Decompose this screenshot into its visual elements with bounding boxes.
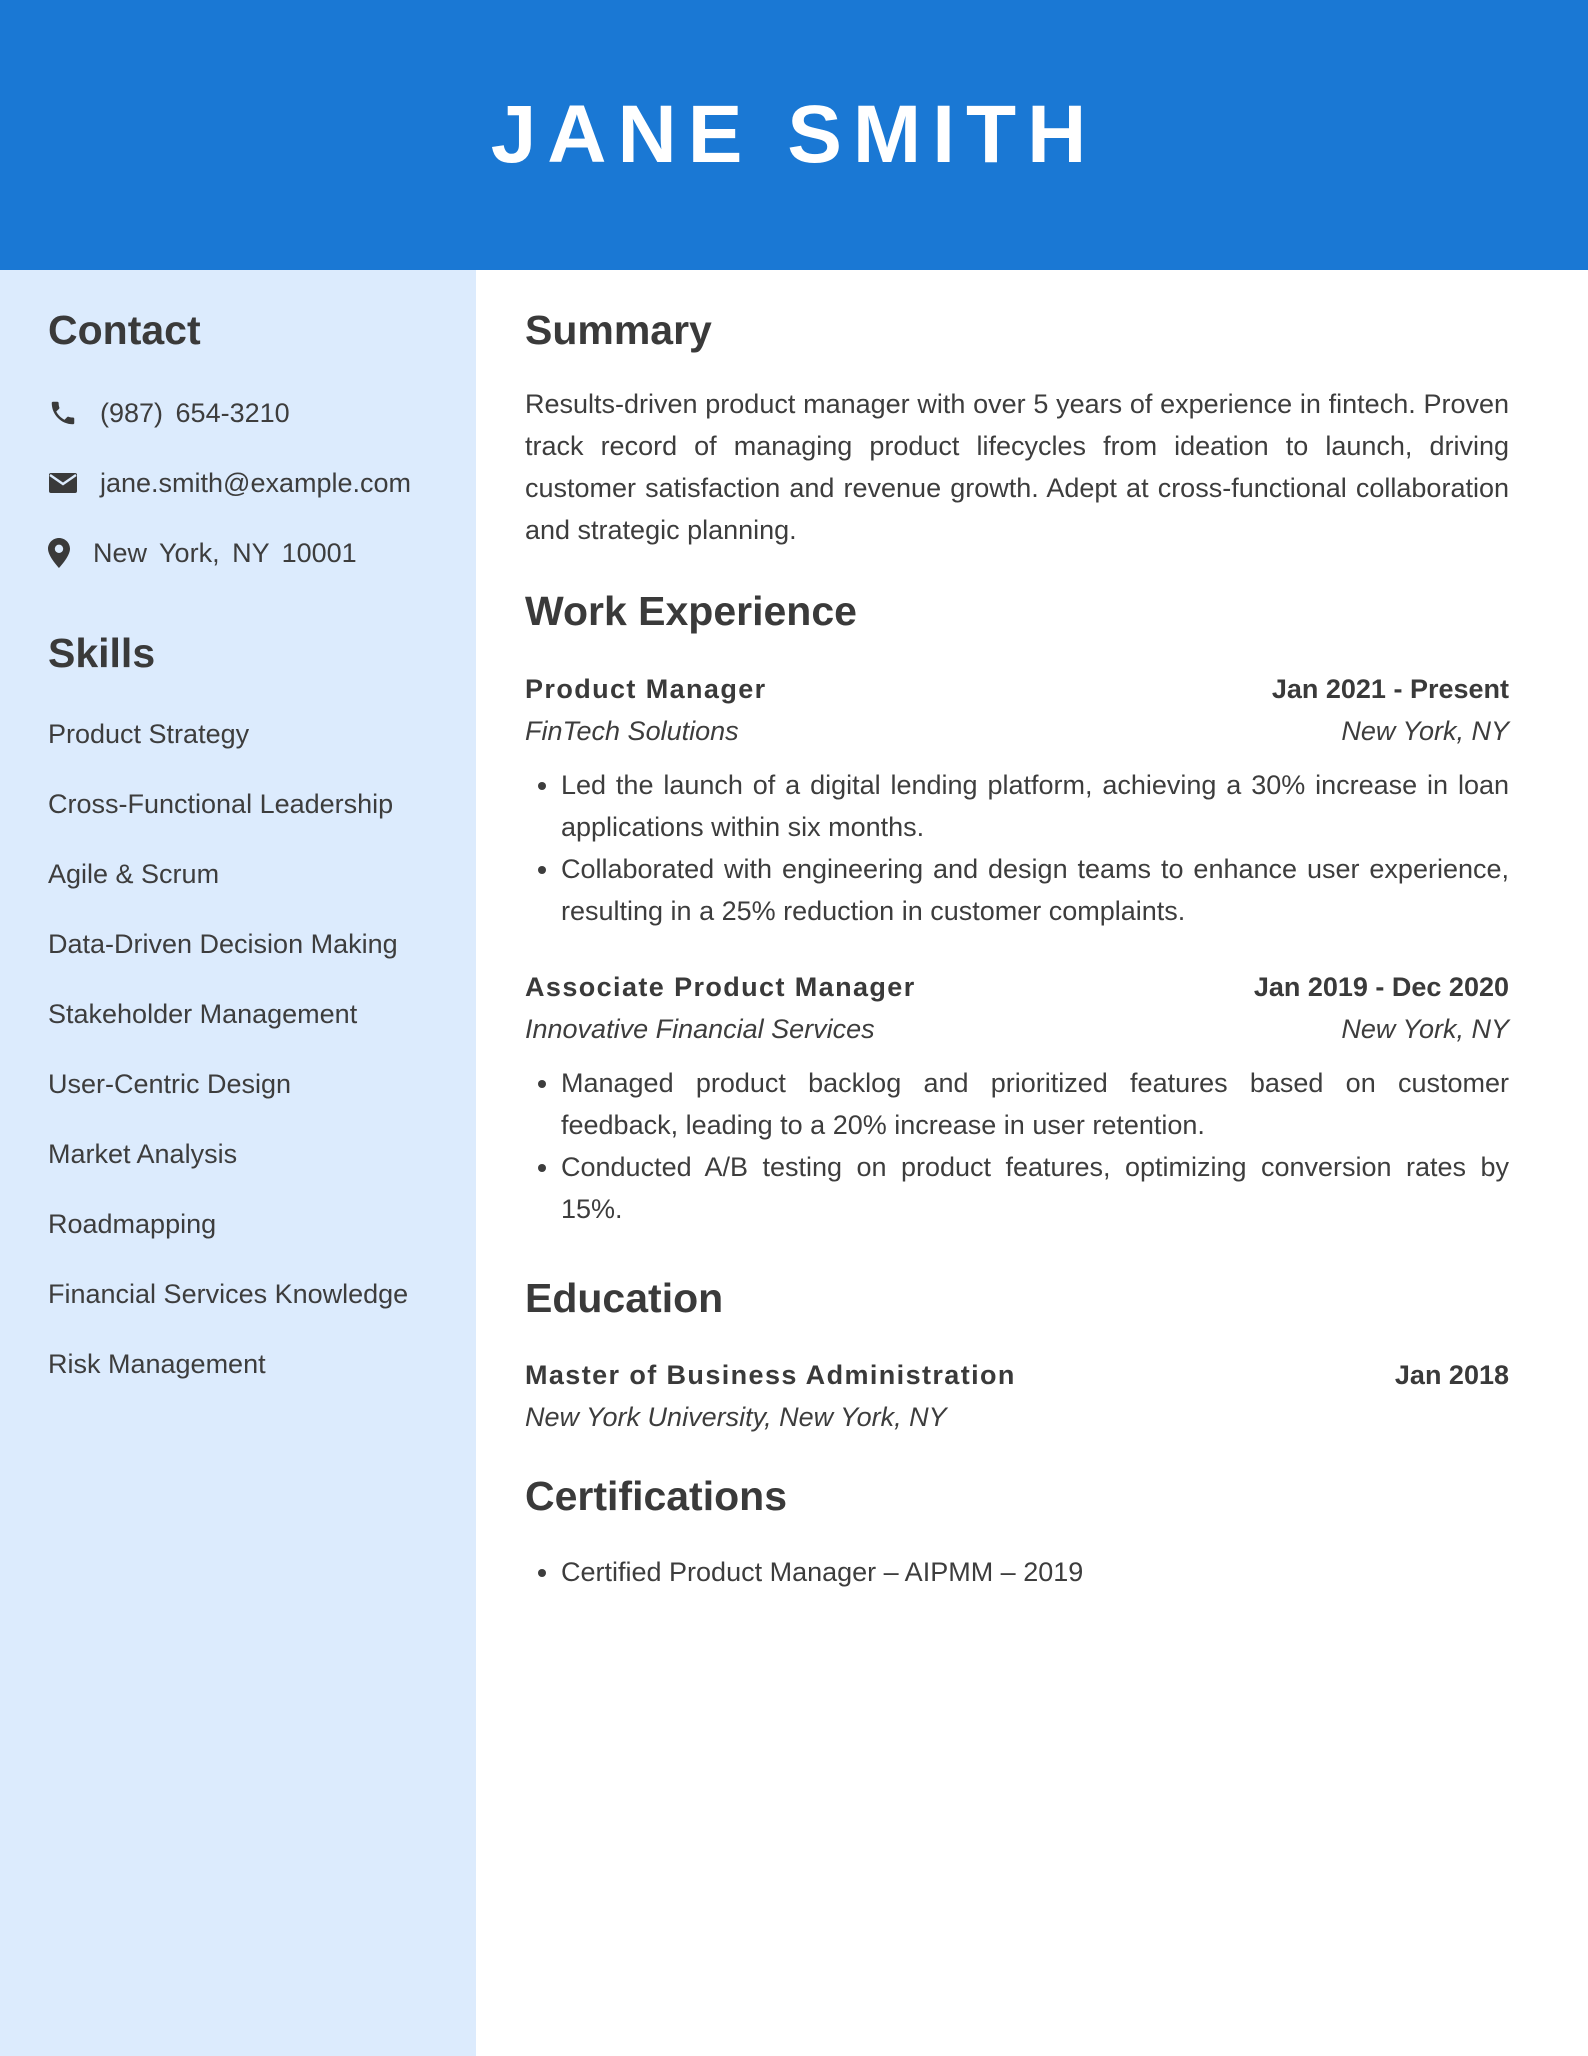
sidebar [0,270,476,2056]
resume-header [0,0,1588,270]
job-bullet: • Collaborated with engineering and design teams to enhance user experience, resulting in a 25% reduction in customer complaints. [561,848,1509,932]
job-dates: Jan 2019 - Dec 2020 [1253,972,1509,1003]
contact-email [48,463,448,503]
job-location: New York, NY [1341,716,1509,747]
envelope-icon [48,471,100,495]
job-dates: Jan 2021 - Present [1271,674,1509,705]
contact-phone-text: (987) 654-3210 [100,397,290,428]
job-bullet: • Led the launch of a digital lending platform, achieving a 30% increase in loan applications within six months. [561,764,1509,848]
main-content [525,270,1509,1593]
skills-heading: Skills [48,630,156,677]
certifications-heading: Certifications [525,1472,787,1519]
skill-item: Stakeholder Management [48,999,358,1030]
contact-phone [48,393,448,433]
job-entry [525,668,1509,932]
phone-icon [48,398,100,428]
contact-location [48,533,448,573]
contact-list [48,393,448,573]
skill-item: Market Analysis [48,1139,238,1170]
job-bullets [525,764,1509,932]
skill-item: Financial Services Knowledge [48,1279,409,1310]
work-experience-heading: Work Experience [525,588,857,635]
skill-item: Data-Driven Decision Making [48,929,398,960]
job-title: Associate Product Manager [525,972,916,1003]
skill-list [48,714,448,1384]
degree-title: Master of Business Administration [525,1359,1016,1390]
skill-item: Roadmapping [48,1209,217,1240]
summary-text: Results-driven product manager with over 5 years of experience in fintech. Proven track record of managing product lifecycles from ideation to launch, driving customer satisfaction and revenue growth. Adept at cross-functional collaboration and strategic planning. [525,389,1509,546]
job-bullet: • Managed product backlog and prioritized features based on customer feedback, leading to a 20% increase in user retention. [561,1062,1509,1146]
job-entry [525,966,1509,1230]
skill-item: User-Centric Design [48,1069,292,1100]
skill-item: Product Strategy [48,719,250,750]
job-location: New York, NY [1341,1014,1509,1045]
candidate-name: JANE SMITH [490,88,1098,180]
certification-list [525,1551,1509,1593]
contact-email-text: jane.smith@example.com [100,467,412,498]
education-entry [525,1354,1509,1438]
job-title: Product Manager [525,674,767,705]
skill-item: Risk Management [48,1349,266,1380]
job-company: Innovative Financial Services [525,1014,875,1045]
contact-location-text: New York, NY 10001 [93,537,357,568]
skill-item: Cross-Functional Leadership [48,789,394,820]
certification-item: • Certified Product Manager – AIPMM – 2019 [561,1551,1509,1593]
job-bullet: • Conducted A/B testing on product features, optimizing conversion rates by 15%. [561,1146,1509,1230]
degree-date: Jan 2018 [1394,1359,1509,1390]
school-name: New York University, New York, NY [525,1401,947,1432]
job-company: FinTech Solutions [525,716,739,747]
education-heading: Education [525,1275,724,1322]
contact-heading: Contact [48,307,201,353]
summary-heading: Summary [525,307,712,353]
map-marker-icon [48,538,93,568]
job-bullets [525,1062,1509,1230]
skill-item: Agile & Scrum [48,859,220,890]
